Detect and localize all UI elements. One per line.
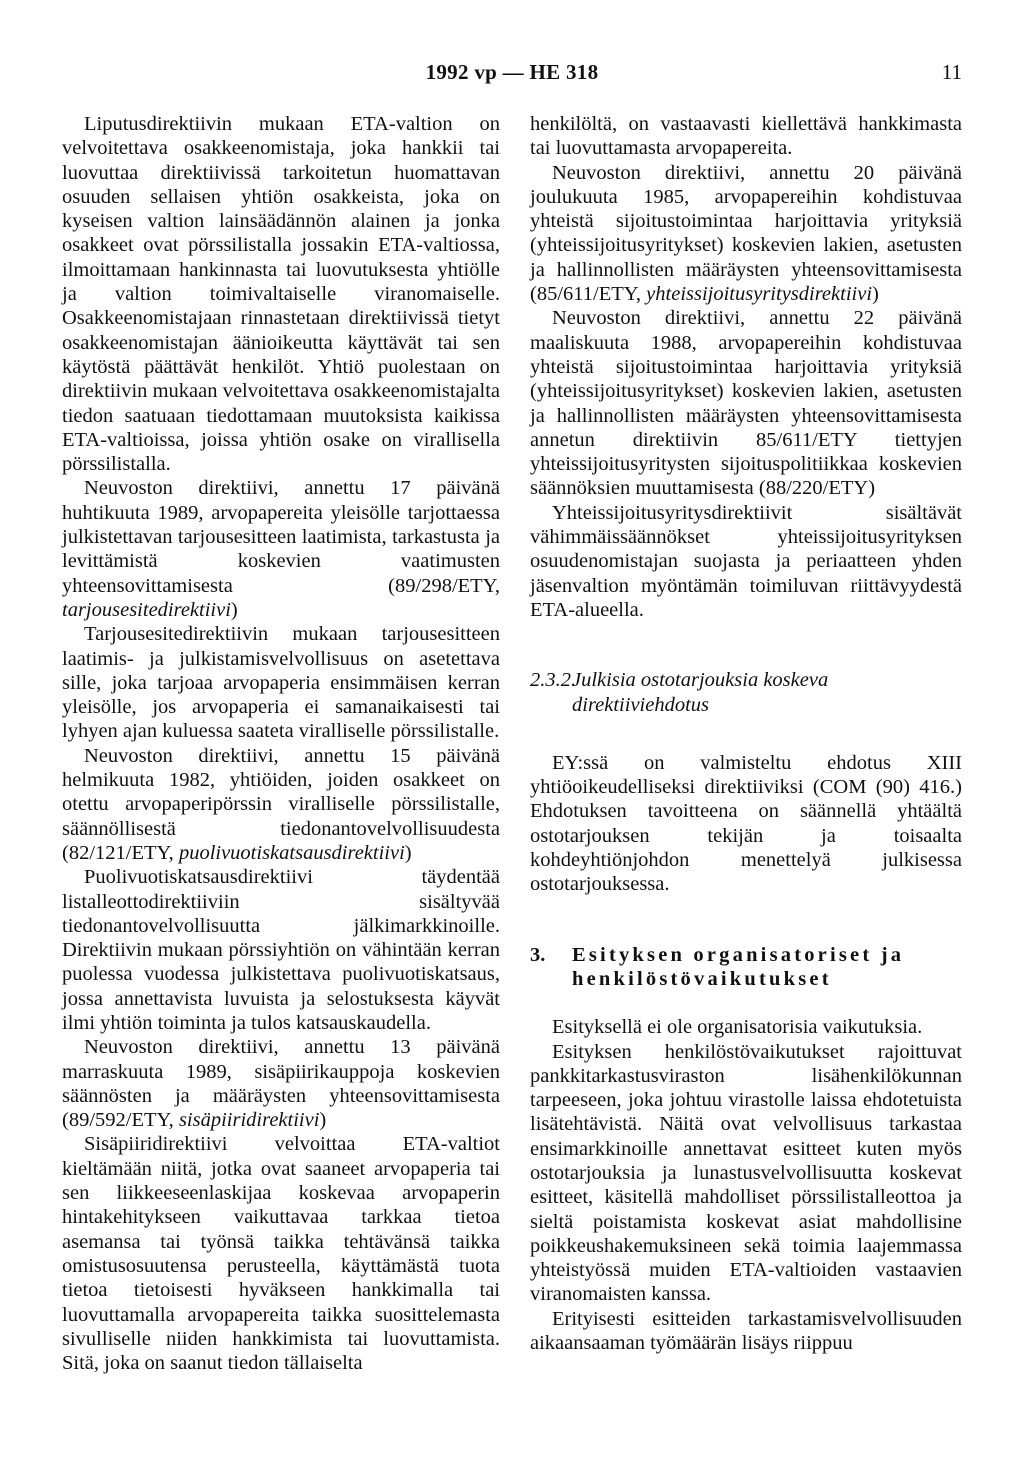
spacer bbox=[530, 897, 962, 943]
subheading-text: Julkisia ostotarjouksia koskeva direktiiviehdotus bbox=[572, 669, 829, 716]
paragraph-text: Neuvoston direktiivi, annettu 13 päivänä marraskuuta 1989, sisäpiirikauppoja koskevien säännösten ja määräysten yhteensovittamisesta (89/592/ETY, bbox=[62, 1036, 500, 1132]
directive-name: puolivuotiskatsausdirektiivi bbox=[178, 841, 405, 864]
paragraph-directive-88-220: Neuvoston direktiivi, annettu 22 päivänä maaliskuuta 1988, arvopapereihin kohdistuvaa yhteistä sijoitustoimintaa harjoittavia yrityksiä (yhteissijoitusyritykset) koskevien lakien, asetusten ja hallinnollisten määräysten yhteensovittamisesta annetun direktiivin 85/611/ETY tiettyjen yhteissijoitusyritysten sijoituspolitiikkaa koskevien säännöksien muuttamisesta (88/220/ETY) bbox=[530, 307, 962, 500]
paragraph-continuation: henkilöltä, on vastaavasti kiellettävä hankkimasta tai luovuttamasta arvopapereita. bbox=[530, 113, 962, 160]
spacer bbox=[530, 622, 962, 668]
paragraph-directive-89-592 bbox=[62, 1035, 500, 1132]
paren-close: ) bbox=[404, 841, 412, 864]
paragraph-directive-89-298 bbox=[62, 476, 500, 622]
paragraph-yhteissijoitusyritysdirektiivit: Yhteissijoitusyritysdirektiivit sisältävät vähimmäissäännökset yhteissijoitusyrityksen osuudenomistajan suojasta ja periaatteen yhden jäsenvaltion myöntämän toimiluvan riittävyydestä ETA-alueella. bbox=[530, 501, 962, 621]
page-header bbox=[0, 60, 1024, 92]
directive-name: sisäpiiridirektiivi bbox=[178, 1109, 320, 1132]
left-column bbox=[62, 112, 500, 1375]
paragraph-text: Neuvoston direktiivi, annettu 15 päivänä helmikuuta 1982, yhtiöiden, joiden osakkeet on otettu arvopaperipörssin viralliselle pörssilistalle, säännöllisestä tiedonantovelvollisuudesta (82/121/ETY, bbox=[62, 744, 500, 864]
header-title: 1992 vp — HE 318 bbox=[425, 60, 599, 84]
paragraph-directive-82-121 bbox=[62, 744, 500, 865]
paragraph-liputusdirektiivi: Liputusdirektiivin mukaan ETA-valtion on velvoitettava osakkeenomistaja, joka hankkii tai luovuttaa direktiivissä tarkoitetun huomattavan osuuden sellaisen yhtiön osakkeista, joka on kyseisen valtion lainsäädännön alainen ja jonka osakkeet ovat pörssilistalla jossakin ETA-valtiossa, ilmoittamaan hankinnasta tai luovutuksesta yhtiölle ja valtion toimivaltaiselle viranomaiselle. Osakkeenomistajaan rinnastetaan direktiivissä tietyt osakkeenomistajan äänioikeutta käyttävät tai sen käytöstä päättävät henkilöt. Yhtiö puolestaan on direktiivin mukaan velvoitettava osakkeenomistajalta tiedon saatuaan tiedottamaan muutoksista kaikissa ETA-valtioissa, joissa yhtiön osake on virallisella pörssilistalla. bbox=[62, 113, 500, 476]
paragraph-text: Neuvoston direktiivi, annettu 20 päivänä joulukuuta 1985, arvopapereihin kohdistuvaa yhteistä sijoitustoimintaa harjoittavia yrityksiä (yhteissijoitusyritykset) koskevien lakien, asetusten ja hallinnollisten määräysten yhteensovittamisesta (85/611/ETY, bbox=[530, 161, 962, 306]
paragraph-text: Neuvoston direktiivi, annettu 17 päivänä huhtikuuta 1989, arvopapereita yleisölle tarjottaessa julkistettavan tarjousesitteen laatimista, tarkastusta ja levittämistä koskevien vaatimusten yhteensovittamisesta (89/298/ETY, bbox=[62, 477, 500, 597]
directive-name: yhteissijoitusyritysdirektiivi bbox=[646, 283, 873, 306]
directive-name: tarjousesitedirektiivi bbox=[62, 598, 231, 621]
right-column bbox=[530, 112, 962, 1355]
paragraph-directive-85-611 bbox=[530, 161, 962, 307]
paragraph-tarkastamisvelvollisuus: Erityisesti esitteiden tarkastamisvelvollisuuden aikaansaaman työmäärän lisäys riippuu bbox=[530, 1307, 962, 1355]
spacer bbox=[530, 717, 962, 751]
spacer bbox=[530, 991, 962, 1015]
paragraph-ostotarjous-ehdotus: EY:ssä on valmisteltu ehdotus XIII yhtiöoikeudelliseksi direktiiviksi (COM (90) 416.) Ehdotuksen tavoitteena on säännellä yhtäältä ostotarjouksen tekijän ja toisaalta kohdeyhtiönjohdon menettelyä julkisessa ostotarjouksessa. bbox=[530, 751, 962, 896]
paragraph-organisatoriset: Esityksellä ei ole organisatorisia vaikutuksia. bbox=[552, 1016, 923, 1039]
paren-close: ) bbox=[872, 283, 879, 306]
paren-close: ) bbox=[230, 598, 238, 621]
paragraph-henkilostovaikutukset: Esityksen henkilöstövaikutukset rajoittuvat pankkitarkastusviraston lisähenkilökunnan tarpeeseen, joka johtuu virastolle laissa ehdotetuista lisätehtävistä. Näitä ovat velvollisuus tarkastaa ensimarkkinoille annettavat esitteet kuten myös ostotarjouksia ja lunastusvelvollisuutta koskevat esitteet, käsitellä mahdolliset pörssilistalleottoa ja sieltä poistamista koskevat asiat mahdollisine poikkeushakemuksineen sekä toimia laajemmassa yhteistyössä muiden ETA-valtioiden vastaavien viranomaisten kanssa. bbox=[530, 1040, 962, 1306]
paragraph-puolivuotiskatsausdirektiivi: Puolivuotiskatsausdirektiivi täydentää listalleottodirektiiviin sisältyvää tiedonantovelvollisuutta jälkimarkkinoille. Direktiivin mukaan pörssiyhtiön on vähintään kerran puolessa vuodessa julkistettava puolivuotiskatsaus, jossa annettavista luvuista ja selostuksesta käyvät ilmi yhtiön toiminta ja tulos katsauskaudella. bbox=[62, 866, 500, 1034]
section-number: 3. bbox=[530, 943, 546, 966]
subheading-number: 2.3.2. bbox=[530, 669, 577, 692]
paren-close: ) bbox=[319, 1109, 327, 1132]
paragraph-sisapiiridirektiivi: Sisäpiiridirektiivi velvoittaa ETA-valtiot kieltämään niitä, jotka ovat saaneet arvopaperia tai sen liikkeeseenlaskijaa koskevaa arvopaperin hintakehitykseen vaikuttavaa tarkkaa tietoa asemansa tai työnsä taikka tehtävänsä taikka omistusosuutensa perusteella, käyttämästä tuota tietoa tietoisesti hyväkseen hankkimalla tai luovuttamalla arvopapereita taikka suosittelemasta sivulliselle niiden hankkimista tai luovuttamista. Sitä, joka on saanut tiedon tällaiselta bbox=[62, 1133, 500, 1375]
subheading-2-3-2 bbox=[530, 668, 962, 717]
section-title: Esityksen organisatoriset ja henkilöstövaikutukset bbox=[572, 943, 905, 990]
page-number: 11 bbox=[941, 60, 962, 84]
paragraph-tarjousesitedirektiivi: Tarjousesitedirektiivin mukaan tarjousesitteen laatimis- ja julkistamisvelvollisuus on asetettava sille, joka tarjoaa arvopaperia ensimmäisen kerran yleisölle, jos arvopaperia ei samanaikaisesti tai lyhyen ajan kuluessa saateta viralliselle pörssilistalle. bbox=[62, 623, 500, 743]
section-heading-3 bbox=[530, 943, 962, 992]
